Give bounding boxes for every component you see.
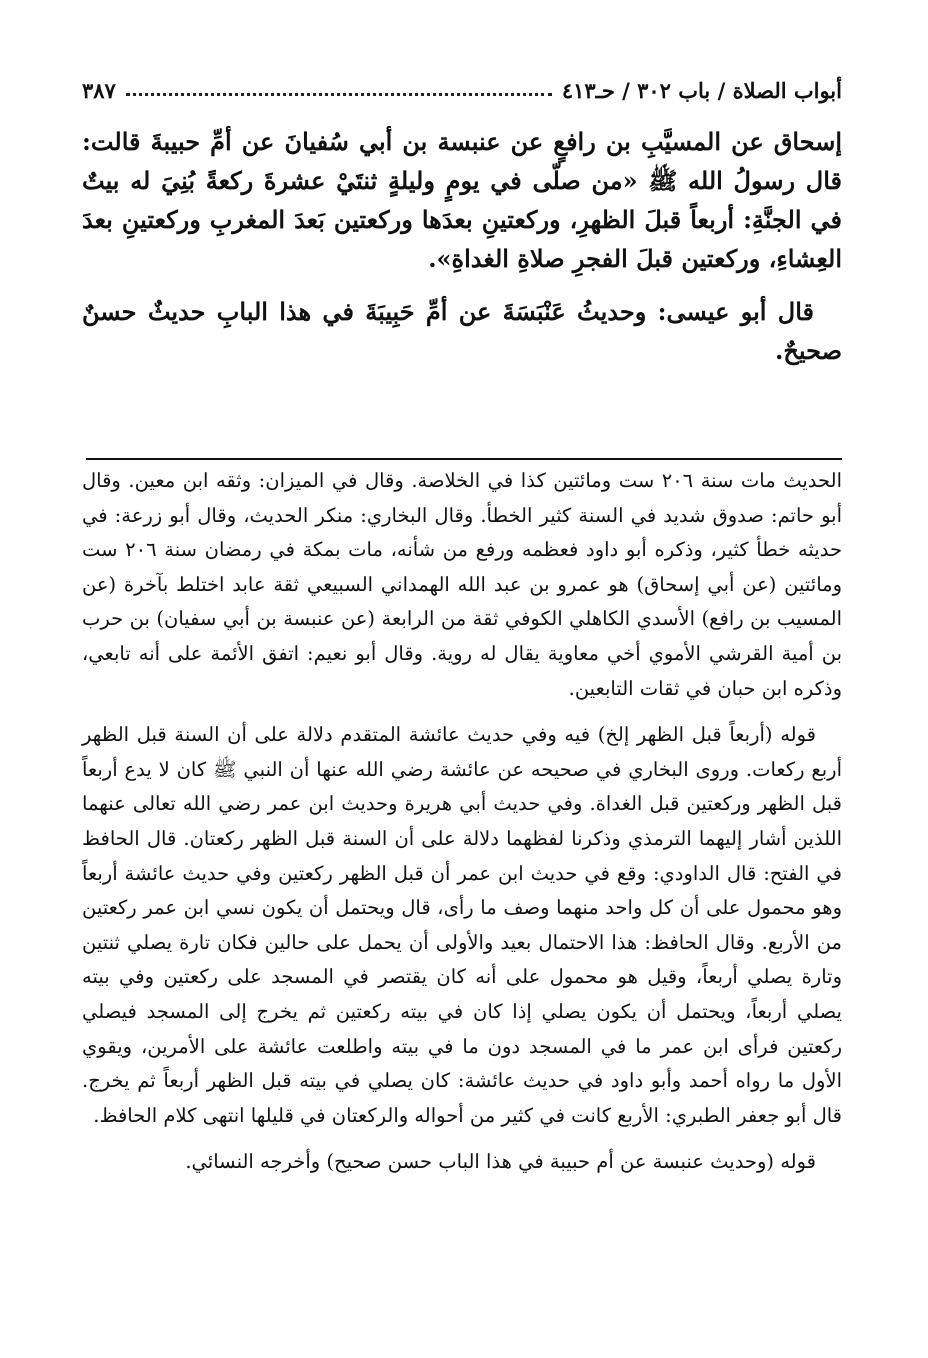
commentary-paragraph-four-rakaat: قوله (أربعاً قبل الظهر إلخ) فيه وفي حديث عائشة المتقدم دلالة على أن السنة قبل الظهر أربع ركعات. وروى البخاري في صحيحه عن عائشة رضي الله عنها أن النبي ﷺ كان لا يدع أربعاً قبل الظهر وركعتين قبل الغداة. وفي حديث أبي هريرة وحديث ابن عمر رضي الله تعالى عنهما اللذين أشار إليهما الترمذي وذكرنا لفظهما دلالة على أن السنة قبل الظهر ركعتان. قال الحافظ في الفتح: قال الداودي: وقع في حديث ابن عمر أن قبل الظهر ركعتين وفي حديث عائشة أربعاً وهو محمول على أن كل واحد منهما وصف ما رأى، قال ويحتمل أن يكون نسي ابن عمر ركعتين من الأربع. وقال الحافظ: هذا الاحتمال بعيد والأولى أن يحمل على حالين فكان تارة يصلي ثنتين وتارة يصلي أربعاً، وقيل هو محمول على أنه كان يقتصر في المسجد على ركعتين وفي بيته يصلي أربعاً، ويحتمل أن يكون يصلي إذا كان في بيته ركعتين ثم يخرج إلى المسجد فيصلي ركعتين فرأى ابن عمر ما في المسجد دون ما في بيته واطلعت عائشة على الأمرين، ويقوي الأول ما رواه أحمد وأبو داود في حديث عائشة: كان يصلي في بيته قبل الظهر أربعاً ثم يخرج. قال أبو جعفر الطبري: الأربع كانت في كثير من أحواله والركعتان في قليلها انتهى كلام الحافظ. [82,723,842,1127]
leader-dots [126,93,552,96]
chapter-title: أبواب الصلاة / باب ٣٠٢ / حـ٤١٣ [561,77,842,103]
commentary [82,464,842,1180]
footnote-divider [86,458,842,460]
tirmidhi-ruling: قال أبو عيسى: وحديثُ عَنْبَسَةَ عن أمِّ حَبِيبَةَ في هذا البابِ حديثٌ حسنٌ صحيحٌ. [82,297,842,365]
commentary-paragraph-grading: قوله (وحديث عنبسة عن أم حبيبة في هذا الباب حسن صحيح) وأخرجه النسائي. [185,1150,816,1174]
running-header [82,70,842,110]
hadith-paragraph: إسحاق عن المسيَّبِ بن رافعٍ عن عنبسة بن أبي سُفيانَ عن أمِّ حبيبةَ قالت: قال رسولُ الله ﷺ «من صلّى في يومٍ وليلةٍ ثنتَيْ عشرةَ ركعةً بُنِيَ له بيتٌ في الجنَّةِ: أربعاً قبلَ الظهرِ، وركعتينِ بعدَها وركعتين بَعدَ المغربِ وركعتينِ بعدَ العِشاءِ، وركعتين قبلَ الفجرِ صلاةِ الغداةِ». [82,127,842,273]
hadith-text [82,122,842,370]
commentary-paragraph-narrators: الحديث مات سنة ٢٠٦ ست ومائتين كذا في الخلاصة. وقال في الميزان: وثقه ابن معين. وقال أبو حاتم: صدوق شديد في السنة كثير الخطأ. وقال البخاري: منكر الحديث، وقال أبو زرعة: في حديثه خطأ كثير، وذكره أبو داود فعظمه ورفع من شأنه، مات بمكة في رمضان سنة ٢٠٦ ست ومائتين (عن أبي إسحاق) هو عمرو بن عبد الله الهمداني السبيعي ثقة عابد اختلط بآخرة (عن المسيب بن رافع) الأسدي الكاهلي الكوفي ثقة من الرابعة (عن عنبسة بن أبي سفيان) بن حرب بن أمية القرشي الأموي أخي معاوية يقال له روية. وقال أبو نعيم: اتفق الأئمة على أنه تابعي، وذكره ابن حبان في ثقات التابعين. [82,469,843,700]
page-number: ٣٨٧ [82,77,116,103]
